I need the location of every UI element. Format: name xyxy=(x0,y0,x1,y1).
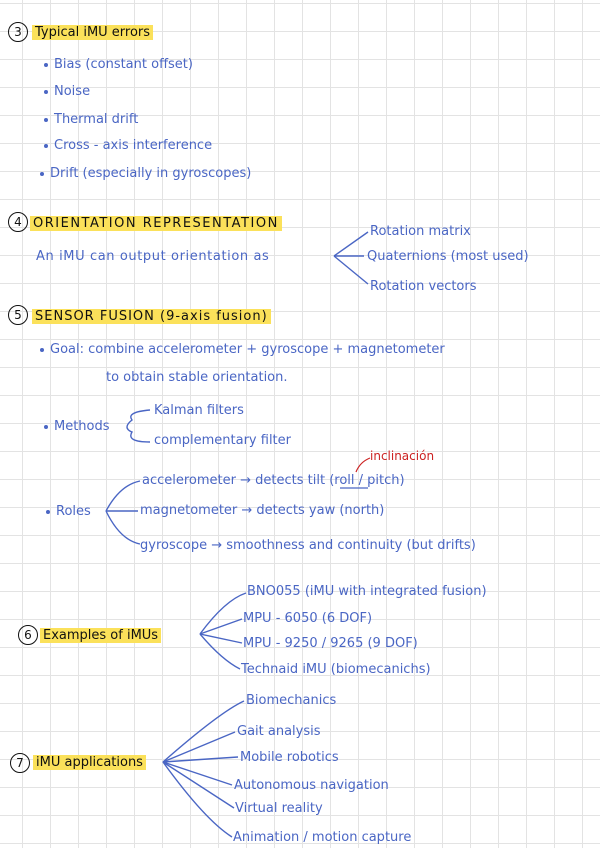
roles-label: Roles xyxy=(46,505,91,518)
list-item xyxy=(44,139,212,152)
note-pointer xyxy=(356,458,370,472)
application-gait-analysis: Gait analysis xyxy=(237,724,321,739)
list-item xyxy=(40,167,251,180)
application-virtual-reality: Virtual reality xyxy=(235,801,323,816)
bullet-icon xyxy=(46,510,50,514)
section-5-number: 5 xyxy=(8,305,28,325)
bullet-icon xyxy=(44,118,48,122)
role-magnetometer: magnetometer → detects yaw (north) xyxy=(140,503,385,518)
application-mobile-robotics: Mobile robotics xyxy=(240,750,339,765)
application-animation: Animation / motion capture xyxy=(233,830,412,845)
list-item xyxy=(44,113,138,126)
goal-line-1: Goal: combine accelerometer + gyroscope + magnetometer xyxy=(40,343,445,356)
s7-branch-4 xyxy=(163,762,232,785)
section-7-number: 7 xyxy=(10,753,30,773)
error-drift: Drift (especially in gyroscopes) xyxy=(50,166,252,181)
list-item xyxy=(44,58,193,71)
bullet-icon xyxy=(44,425,48,429)
tilt-word: tilt xyxy=(307,473,326,488)
application-autonomous-navigation: Autonomous navigation xyxy=(234,778,389,793)
s4-branch-quaternions: Quaternions (most used) xyxy=(367,249,529,264)
s4-lead: An iMU can output orientation as xyxy=(36,249,270,264)
s6-branch-4 xyxy=(200,634,240,669)
application-biomechanics: Biomechanics xyxy=(246,693,337,708)
s7-branch-1 xyxy=(163,701,244,762)
method-complementary: complementary filter xyxy=(154,433,292,448)
s4-branch-1 xyxy=(334,232,368,256)
section-7-title: iMU applications xyxy=(33,755,146,770)
role-gyroscope: gyroscope → smoothness and continuity (but drifts) xyxy=(140,538,476,553)
error-noise: Noise xyxy=(54,84,91,99)
example-mpu6050: MPU - 6050 (6 DOF) xyxy=(243,611,373,626)
roles-branch-1 xyxy=(106,481,140,511)
s4-branch-rotation-matrix: Rotation matrix xyxy=(370,224,471,239)
s4-branch-3 xyxy=(334,256,368,284)
method-kalman: Kalman filters xyxy=(154,403,244,418)
error-cross-axis: Cross - axis interference xyxy=(54,138,213,153)
goal-line-2: to obtain stable orientation. xyxy=(106,370,288,385)
bullet-icon xyxy=(40,172,44,176)
bullet-icon xyxy=(40,348,44,352)
section-6-number: 6 xyxy=(18,625,38,645)
s4-branch-rotation-vectors: Rotation vectors xyxy=(370,279,477,294)
error-thermal: Thermal drift xyxy=(54,112,139,127)
error-bias: Bias (constant offset) xyxy=(54,57,193,72)
example-mpu9250: MPU - 9250 / 9265 (9 DOF) xyxy=(243,636,418,651)
section-3-title: Typical iMU errors xyxy=(32,25,153,40)
bullet-icon xyxy=(44,90,48,94)
bullet-icon xyxy=(44,144,48,148)
s6-branch-1 xyxy=(200,593,246,634)
role-accelerometer: accelerometer → detects tilt (roll / pitch) xyxy=(142,473,405,488)
section-6-title: Examples of iMUs xyxy=(40,628,161,643)
example-technaid: Technaid iMU (biomecanichs) xyxy=(241,662,431,677)
bullet-icon xyxy=(44,63,48,67)
section-3-number: 3 xyxy=(8,22,28,42)
section-4-title: ORIENTATION REPRESENTATION xyxy=(30,216,282,231)
methods-brace xyxy=(127,410,150,442)
roles-branch-3 xyxy=(106,511,140,544)
s7-branch-5 xyxy=(163,762,234,808)
list-item xyxy=(44,85,90,98)
methods-label: Methods xyxy=(44,420,110,433)
example-bno055: BNO055 (iMU with integrated fusion) xyxy=(247,584,487,599)
section-4-number: 4 xyxy=(8,212,28,232)
section-5-title: SENSOR FUSION (9-axis fusion) xyxy=(32,309,271,324)
tilt-annotation: inclinación xyxy=(370,449,435,463)
